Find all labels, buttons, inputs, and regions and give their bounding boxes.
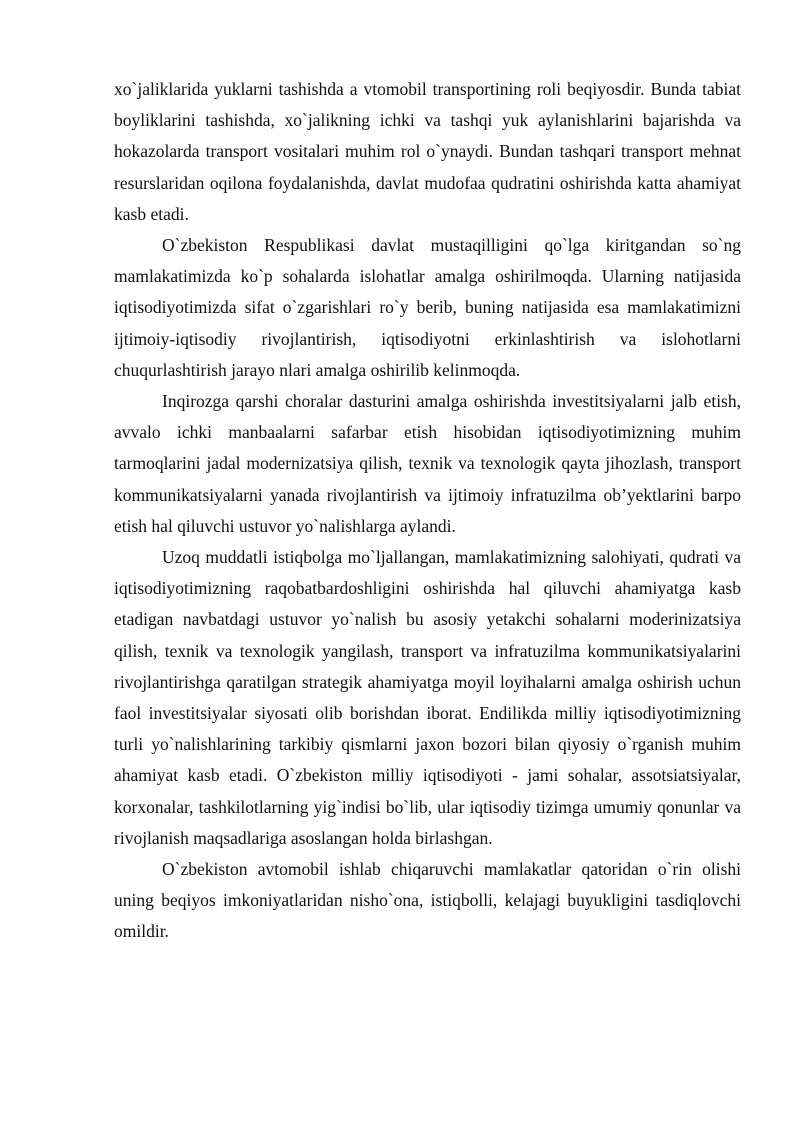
document-page bbox=[114, 74, 741, 948]
paragraph-independence-reforms: O`zbekiston Respublikasi davlat mustaqilligini qo`lga kiritgandan so`ng mamlakatimizda ko`p sohalarda islohatlar amalga oshirilmoqda. Ularning natijasida iqtisodiyotimizda sifat o`zgarishlari ro`y berib, buning natijasida esa mamlakatimizni ijtimoiy-iqtisodiy rivojlantirish, iqtisodiyotni erkinlashtirish va islohotlarni chuqurlashtirish jarayo nlari amalga oshirilib kelinmoqda. bbox=[114, 235, 741, 380]
paragraph-automotive-producer: O`zbekiston avtomobil ishlab chiqaruvchi mamlakatlar qatoridan o`rin olishi uning beqiyos imkoniyatlaridan nisho`ona, istiqbolli, kelajagi buyukligini tasdiqlovchi omildir. bbox=[114, 859, 741, 942]
paragraph-anti-crisis-program: Inqirozga qarshi choralar dasturini amalga oshirishda investitsiyalarni jalb etish, avvalo ichki manbaalarni safarbar etish hisobidan iqtisodiyotimizning muhim tarmoqlarini jadal modernizatsiya qilish, texnik va texnologik qayta jihozlash, transport kommunikatsiyalarni yanada rivojlantirish va ijtimoiy infratuzilma ob’yektlarini barpo etish hal qiluvchi ustuvor yo`nalishlarga aylandi. bbox=[114, 391, 741, 536]
paragraph-long-term-priorities: Uzoq muddatli istiqbolga mo`ljallangan, mamlakatimizning salohiyati, qudrati va iqtisodiyotimizning raqobatbardoshligini oshirishda hal qiluvchi ahamiyatga kasb etadigan navbatdagi ustuvor yo`nalish bu asosiy yetakchi sohalarni moderinizatsiya qilish, texnik va texnologik yangilash, transport va infratuzilma kommunikatsiyalarini rivojlantirishga qaratilgan strategik ahamiyatga moyil loyihalarni amalga oshirish uchun faol investitsiyalar siyosati olib borishdan iborat. Endilikda milliy iqtisodiyotimizning turli yo`nalishlarining tarkibiy qismlarni jaxon bozori bilan qiyosiy o`rganish muhim ahamiyat kasb etadi. O`zbekiston milliy iqtisodiyoti - jami sohalar, assotsiatsiyalar, korxonalar, tashkilotlarning yig`indisi bo`lib, ular iqtisodiy tizimga umumiy qonunlar va rivojlanish maqsadlariga asoslangan holda birlashgan. bbox=[114, 547, 741, 848]
paragraph-continuation: xo`jaliklarida yuklarni tashishda a vtomobil transportining roli beqiyosdir. Bunda tabiat boyliklarini tashishda, xo`jalikning ichki va tashqi yuk aylanishlarini bajarishda va hokazolarda transport vositalari muhim rol o`ynaydi. Bundan tashqari transport mehnat resurslaridan oqilona foydalanishda, davlat mudofaa qudratini oshirishda katta ahamiyat kasb etadi. bbox=[114, 79, 741, 224]
